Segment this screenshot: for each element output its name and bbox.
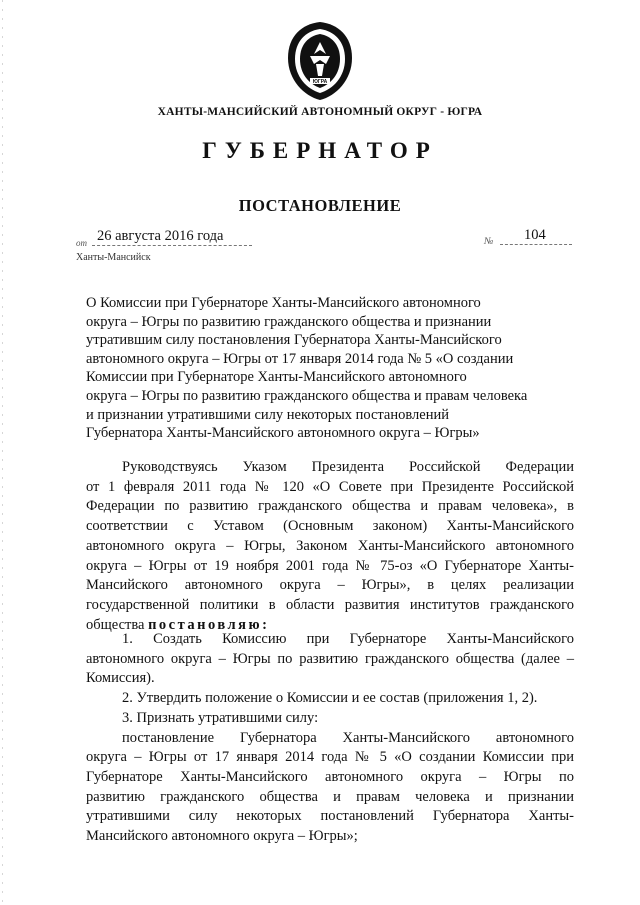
number-prefix: № <box>484 236 494 247</box>
document-number: 104 <box>524 227 546 243</box>
decree-word: постановляю: <box>148 616 270 633</box>
preamble-line: Федерации по развитию гражданского общества и правам человека», в <box>86 498 574 515</box>
svg-text:ЮГРА: ЮГРА <box>312 79 328 85</box>
issue-city: Ханты-Мансийск <box>76 252 151 263</box>
item-1-line: автономного округа – Югры по развитию гражданского общества (далее – <box>86 650 574 667</box>
document-date: 26 августа 2016 года <box>97 228 224 244</box>
coat-of-arms-emblem <box>280 20 360 102</box>
item-1-line: 1. Создать Комиссию при Губернаторе Ханты-Мансийского <box>122 631 574 647</box>
preamble-last-words: общества <box>86 616 149 633</box>
title-line: и признании утратившими силу некоторых постановлений <box>86 406 449 423</box>
preamble-paragraph <box>86 458 574 635</box>
preamble-line: от 1 февраля 2011 года № 120 «О Совете при Президенте Российской <box>86 478 574 495</box>
title-line: округа – Югры по развитию гражданского общества и признании <box>86 313 492 330</box>
title-line: О Комиссии при Губернаторе Ханты-Мансийского автономного <box>86 295 481 311</box>
title-line: утратившим силу постановления Губернатора Ханты-Мансийского <box>86 332 502 349</box>
preamble-line: округа – Югры от 19 ноября 2001 года № 75-оз «О Губернаторе Ханты- <box>86 557 574 574</box>
preamble-line: автономного округа – Югры, Законом Ханты-Мансийского автономного <box>86 537 574 554</box>
sub-item-line: постановление Губернатора Ханты-Мансийского автономного <box>122 729 574 746</box>
document-title <box>86 294 556 443</box>
item-1-line: Комиссия). <box>86 670 155 687</box>
title-line: Комиссии при Губернаторе Ханты-Мансийского автономного <box>86 369 467 386</box>
item-3: 3. Признать утратившими силу: <box>122 709 319 726</box>
sub-item-line: Мансийского автономного округа – Югры»; <box>86 828 358 845</box>
sub-item-line: утратившими силу некоторых постановлений Губернатора Ханты- <box>86 808 574 825</box>
item-2: 2. Утвердить положение о Комиссии и ее состав (приложения 1, 2). <box>122 690 538 707</box>
sub-item-line: Губернаторе Ханты-Мансийского автономного округа – Югры по <box>86 768 574 785</box>
preamble-line: Руководствуясь Указом Президента Российской Федерации <box>122 459 574 475</box>
scan-edge <box>2 0 3 905</box>
authority-title: ГУБЕРНАТОР <box>202 138 438 163</box>
preamble-line: государственной политики в области развития институтов гражданского <box>86 596 574 613</box>
sub-item-line: развитию гражданского общества и правам человека и признании <box>86 788 574 805</box>
preamble-line: соответствии с Уставом (Основным законом) Ханты-Мансийского <box>86 518 574 535</box>
decree-items <box>86 630 574 847</box>
title-line: Губернатора Ханты-Мансийского автономного округа – Югры» <box>86 425 480 442</box>
region-name: ХАНТЫ-МАНСИЙСКИЙ АВТОНОМНЫЙ ОКРУГ - ЮГРА <box>157 106 483 118</box>
date-prefix: от <box>76 238 87 248</box>
sub-item-line: округа – Югры от 17 января 2014 года № 5 «О создании Комиссии при <box>86 749 574 766</box>
document-type: ПОСТАНОВЛЕНИЕ <box>238 196 402 215</box>
title-line: автономного округа – Югры от 17 января 2014 года № 5 «О создании <box>86 350 514 367</box>
date-underline <box>92 245 252 246</box>
preamble-line: Мансийского автономного округа – Югры», в целях реализации <box>86 577 574 594</box>
number-underline <box>500 244 572 245</box>
title-line: округа – Югры по развитию гражданского общества и правам человека <box>86 387 528 404</box>
